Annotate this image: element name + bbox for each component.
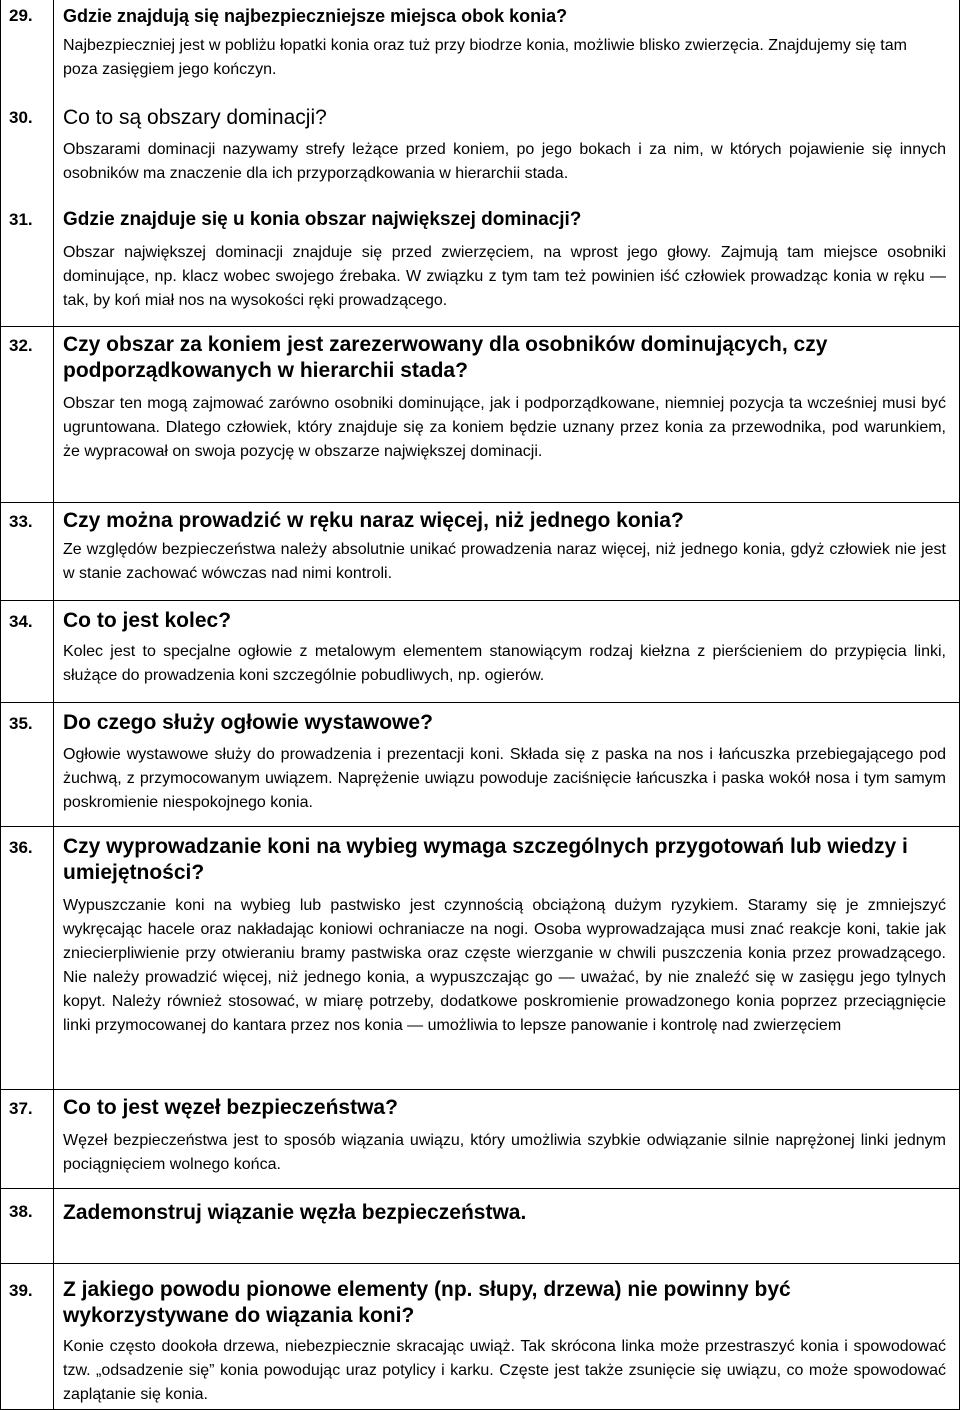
item-question: Gdzie znajdują się najbezpieczniejsze miejsca obok konia? — [63, 6, 568, 26]
item-question: Zademonstruj wiązanie węzła bezpieczeństwa. — [63, 1201, 527, 1224]
item-number: 33. — [9, 512, 33, 531]
list-item — [0, 502, 960, 600]
item-number: 36. — [9, 838, 33, 857]
item-number: 37. — [9, 1099, 33, 1118]
item-number: 31. — [9, 210, 33, 229]
item-question: Czy można prowadzić w ręku naraz więcej, niż jednego konia? — [63, 509, 684, 532]
list-item — [0, 99, 960, 201]
item-number: 34. — [9, 612, 33, 631]
item-answer: Ze względów bezpieczeństwa należy absolutnie unikać prowadzenia naraz więcej, niż jednego konia, gdyż człowiek nie jest w stanie zachować wówczas nad nimi kontroli. — [63, 541, 946, 582]
item-answer: Obszarami dominacji nazywamy strefy leżące przed koniem, po jego bokach i za nim, w których pojawienie się innych osobników ma znaczenie dla ich przyporządkowania w hierarchii stada. — [63, 141, 946, 182]
item-question: Z jakiego powodu pionowe elementy (np. słupy, drzewa) nie powinny być wykorzystywane do wiązania koni? — [63, 1278, 791, 1327]
item-answer: Obszar największej dominacji znajduje się przed zwierzęciem, na wprost jego głowy. Zajmują tam miejsce osobniki dominujące, np. klacz wobec swojego źrebaka. W związku z tym tam też powinien iść człowiek prowadząc konia w ręku — tak, by koń miał nos na wysokości ręki prowadzącego. — [63, 244, 946, 309]
item-answer: Ogłowie wystawowe służy do prowadzenia i prezentacji koni. Składa się z paska na nos i łańcuszka przebiegającego pod żuchwą, z przymocowanym uwiązem. Naprężenie uwiązu powoduje zaciśnięcie łańcuszka i paska wokół nosa i tym samym poskromienie niespokojnego konia. — [63, 746, 946, 811]
list-item — [0, 0, 960, 99]
list-item — [0, 201, 960, 330]
item-question: Co to jest kolec? — [63, 609, 232, 632]
item-number: 32. — [9, 336, 33, 355]
item-question: Co to jest węzeł bezpieczeństwa? — [63, 1096, 398, 1119]
item-question: Co to są obszary dominacji? — [63, 106, 327, 129]
item-answer: Najbezpieczniej jest w pobliżu łopatki konia oraz tuż przy biodrze konia, możliwie blisko zwierzęcia. Znajdujemy się tam poza zasięgiem jego kończyn. — [63, 37, 907, 78]
item-answer: Węzeł bezpieczeństwa jest to sposób wiązania uwiązu, który umożliwia szybkie odwiązanie silnie naprężonej linki jednym pociągnięciem wolnego końca. — [63, 1132, 946, 1173]
list-item — [0, 600, 960, 702]
item-number: 29. — [9, 6, 33, 25]
item-answer: Kolec jest to specjalne ogłowie z metalowym elementem stanowiącym rodzaj kiełzna z pierścieniem do przypięcia linki, służące do prowadzenia koni szczególnie pobudliwych, np. ogierów. — [63, 643, 946, 684]
item-answer: Konie często dookoła drzewa, niebezpiecznie skracając uwiąż. Tak skrócona linka może przestraszyć konia i spowodować tzw. „odsadzenie się” konia powodując uraz potylicy i karku. Częste jest także zsunięcie się uwiązu, co może spowodować zaplątanie się konia. — [63, 1338, 946, 1403]
item-question: Czy obszar za koniem jest zarezerwowany dla osobników dominujących, czy podporządkowanych w hierarchii stada? — [63, 333, 828, 382]
item-question: Do czego służy ogłowie wystawowe? — [63, 711, 433, 734]
list-item — [0, 1263, 960, 1410]
item-number: 39. — [9, 1281, 33, 1300]
item-answer: Wypuszczanie koni na wybieg lub pastwisko jest czynnością obciążoną dużym ryzykiem. Staramy się je zmniejszyć wykręcając hacele oraz nakładając koniowi ochraniacze na nogi. Osoba wyprowadzająca musi znać reakcje koni, takie jak zniecierpliwienie przy otwieraniu bramy pastwiska oraz częste wierzganie w chwili puszczenia konia przez prowadzącego. Nie należy prowadzić więcej, niż jednego konia, a wypuszczając go — uważać, by nie znaleźć się w zasięgu jego tylnych kopyt. Należy również stosować, w miarę potrzeby, dodatkowe poskromienie prowadzonego konia poprzez przeciągnięcie linki przymocowanej do kantara przez nos konia — umożliwia to lepsze panowanie i kontrolę nad zwierzęciem — [63, 897, 946, 1034]
list-item — [0, 1188, 960, 1263]
list-item — [0, 702, 960, 826]
item-question: Gdzie znajduje się u konia obszar największej dominacji? — [63, 209, 582, 230]
item-number: 30. — [9, 108, 33, 127]
list-item — [0, 326, 960, 502]
list-item — [0, 1089, 960, 1188]
list-item — [0, 826, 960, 1089]
item-question: Czy wyprowadzanie koni na wybieg wymaga szczególnych przygotowań lub wiedzy i umiejętności? — [63, 835, 908, 884]
item-number: 35. — [9, 714, 33, 733]
item-number: 38. — [9, 1202, 33, 1221]
item-answer: Obszar ten mogą zajmować zarówno osobniki dominujące, jak i podporządkowane, niemniej pozycja ta wcześniej musi być ugruntowana. Dlatego człowiek, który znajduje się za koniem będzie uznany przez konia za przewodnika, pod warunkiem, że wypracował on swoja pozycję w obszarze największej dominacji. — [63, 395, 946, 460]
